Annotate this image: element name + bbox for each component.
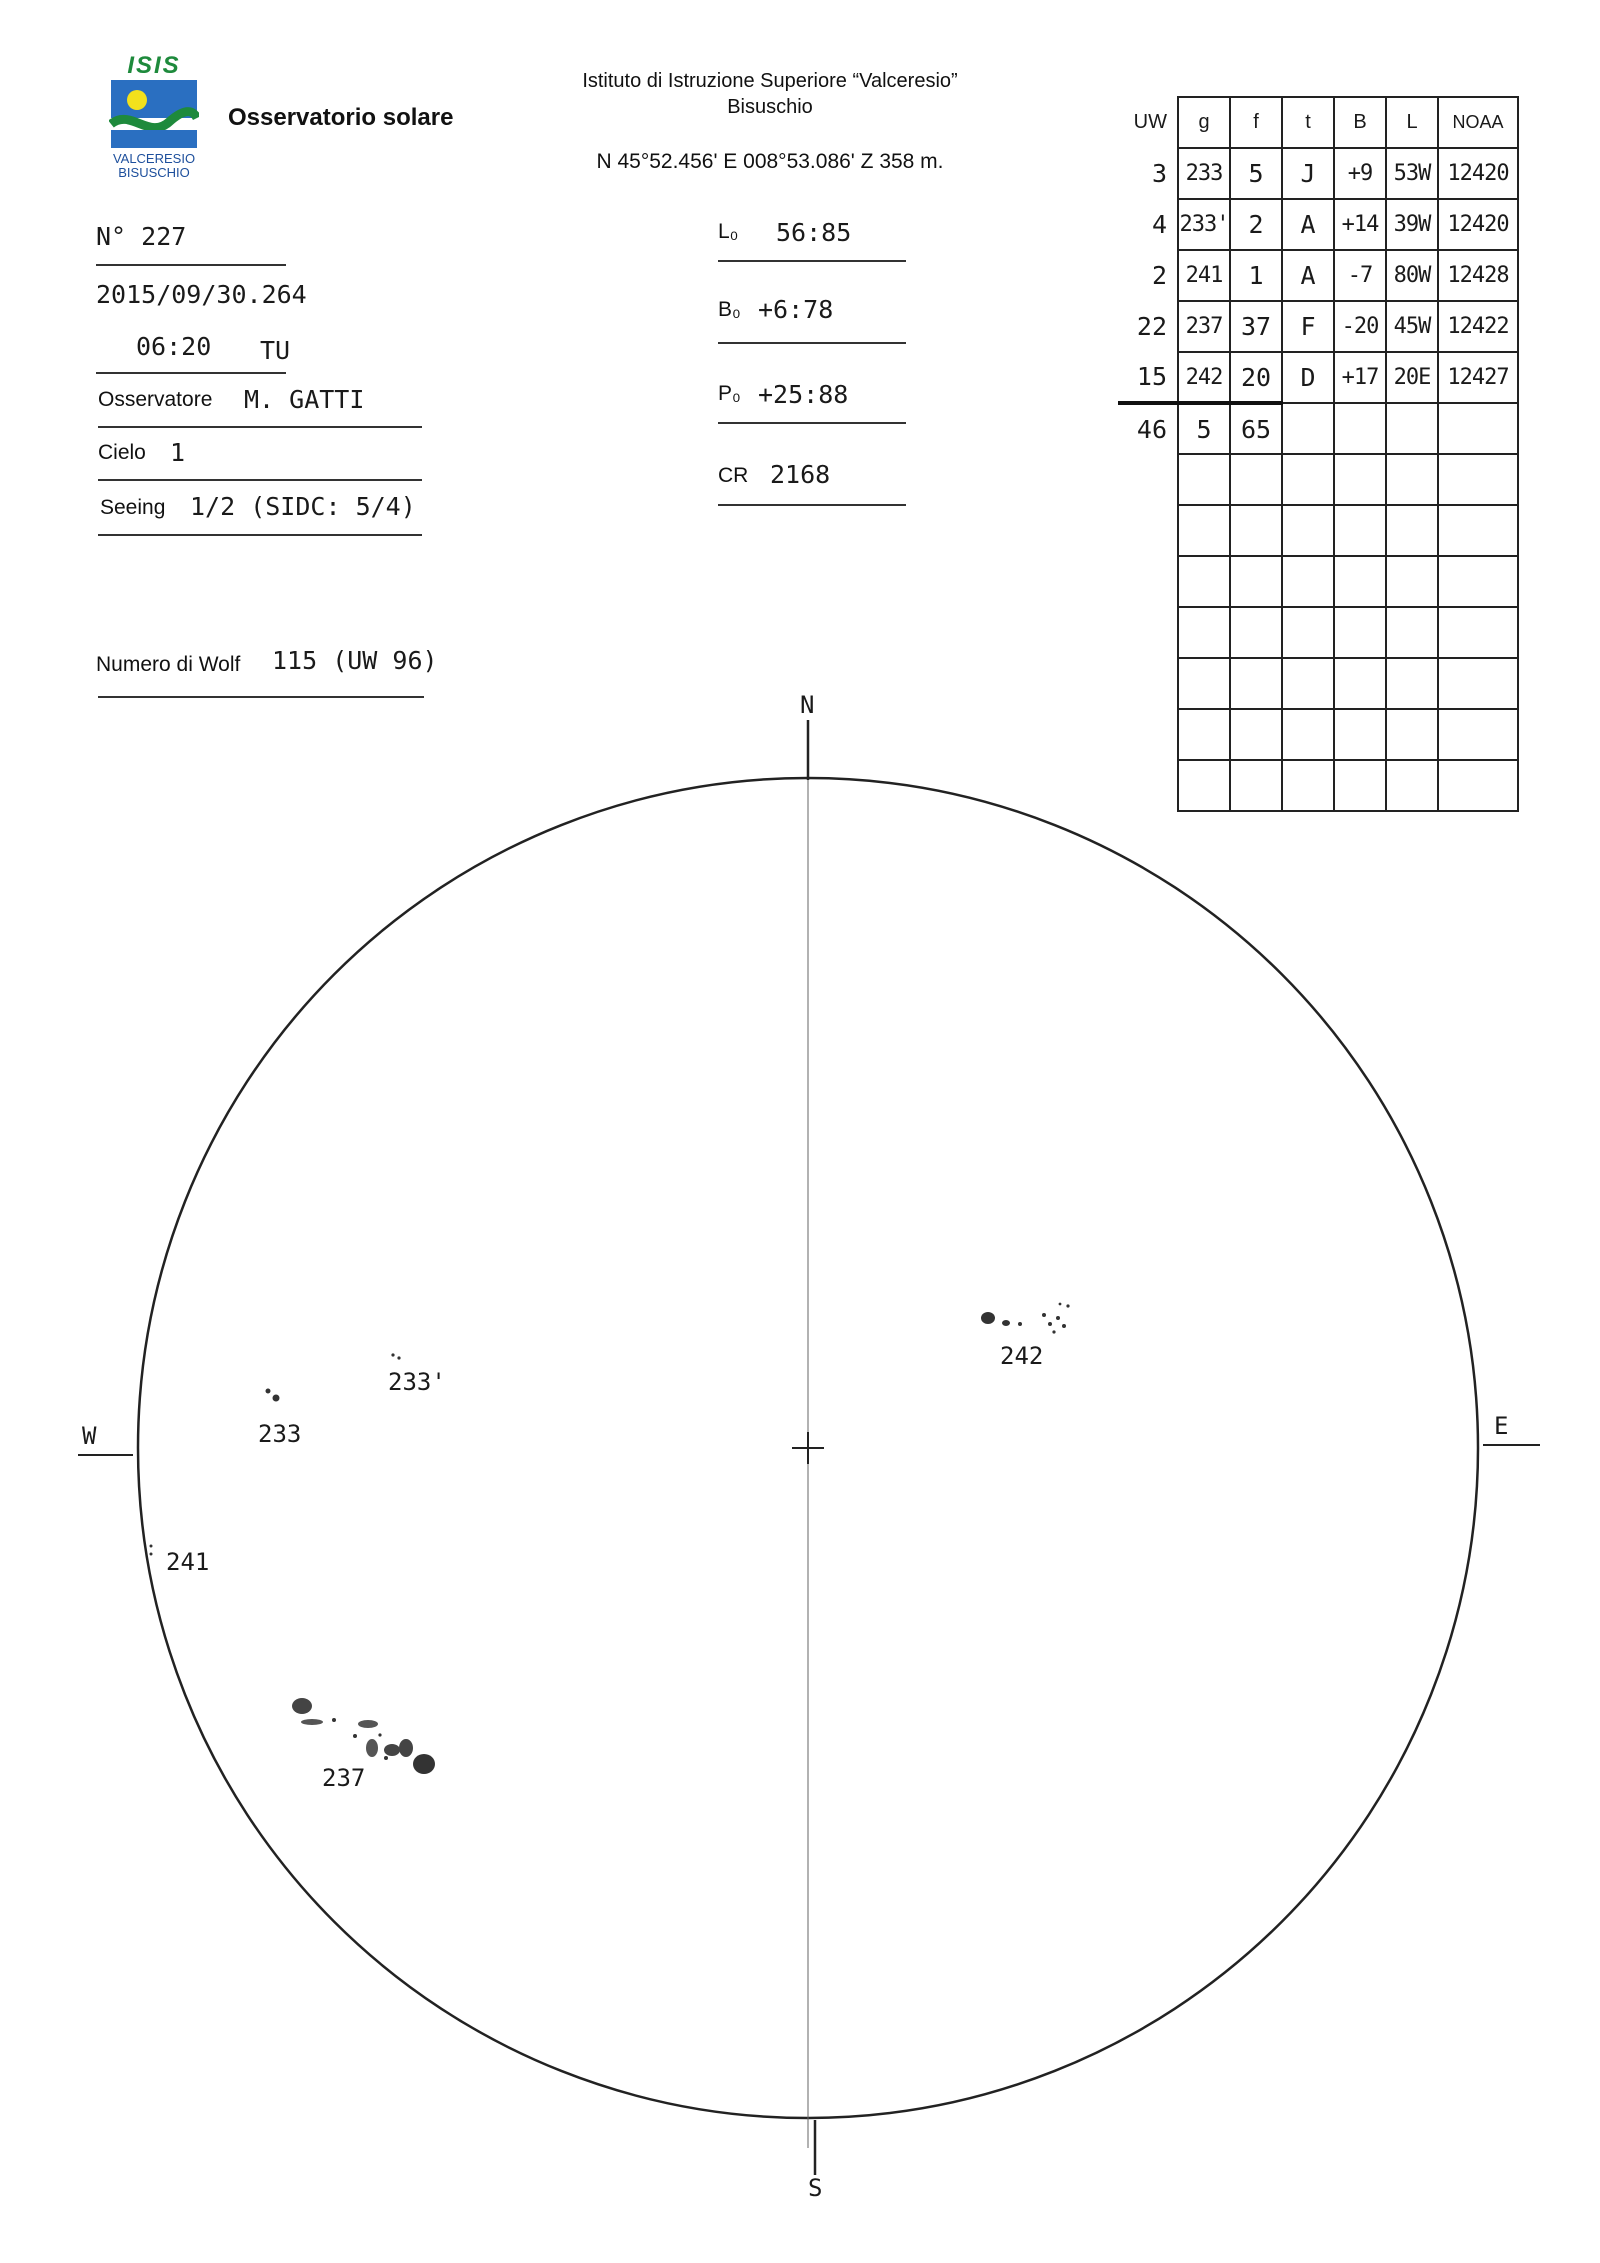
group-label-237: 237: [322, 1764, 366, 1792]
row-uw: 2: [1151, 261, 1167, 290]
north-label: N: [800, 691, 815, 719]
B0-label: B₀: [718, 298, 741, 321]
logo-bottom-text: VALCERESIO BISUSCHIO: [112, 151, 196, 180]
row-f: 20: [1230, 352, 1282, 403]
institute-town: Bisuschio: [727, 96, 813, 118]
row-b: +9: [1334, 148, 1386, 199]
wolf-number: 115 (UW 96): [272, 646, 438, 675]
east-label: E: [1494, 1412, 1509, 1440]
header-b: B: [1334, 97, 1386, 148]
south-label: S: [808, 2174, 823, 2202]
sunspot: [1062, 1324, 1066, 1328]
sunspot: [391, 1353, 394, 1356]
row-uw: 15: [1136, 362, 1167, 391]
spot-group-237: [292, 1698, 435, 1774]
observation-time: 06:20: [136, 332, 212, 361]
sunspot: [384, 1744, 400, 1756]
row-l: 39W: [1386, 199, 1438, 250]
B0-value: +6:78: [758, 295, 834, 324]
total-f: 65: [1230, 403, 1282, 454]
row-b: -7: [1334, 250, 1386, 301]
observatory-title: Osservatorio solare: [228, 104, 454, 131]
observer-name: M. GATTI: [244, 385, 365, 414]
sunspot: [384, 1756, 388, 1760]
row-b: -20: [1334, 301, 1386, 352]
row-t: A: [1282, 199, 1334, 250]
CR-value: 2168: [770, 460, 831, 489]
row-uw: 3: [1151, 159, 1167, 188]
group-label-233-prime: 233': [388, 1368, 446, 1396]
sunspot: [366, 1739, 378, 1757]
row-t: A: [1282, 250, 1334, 301]
row-l: 53W: [1386, 148, 1438, 199]
row-f: 2: [1230, 199, 1282, 250]
L0-value: 56:85: [776, 218, 852, 247]
row-f: 1: [1230, 250, 1282, 301]
sunspot: [1056, 1316, 1060, 1320]
group-label-242: 242: [1000, 1342, 1044, 1370]
sunspot: [353, 1734, 357, 1738]
spot-group-242: [981, 1303, 1070, 1334]
row-g: 233: [1178, 148, 1230, 199]
time-unit: TU: [260, 336, 291, 365]
seeing-value: 1/2 (SIDC: 5/4): [190, 492, 416, 521]
row-noaa: 12422: [1438, 301, 1518, 352]
header-l: L: [1386, 97, 1438, 148]
sunspot: [150, 1545, 153, 1548]
row-g: 233': [1178, 199, 1230, 250]
west-label: W: [82, 1422, 97, 1450]
sunspot: [399, 1739, 413, 1757]
group-label-241: 241: [166, 1548, 210, 1576]
header-f: f: [1230, 97, 1282, 148]
header-t: t: [1282, 97, 1334, 148]
total-g: 5: [1178, 403, 1230, 454]
row-noaa: 12427: [1438, 352, 1518, 403]
row-t: D: [1282, 352, 1334, 403]
sunspot: [150, 1553, 153, 1556]
group-label-233: 233: [258, 1420, 302, 1448]
spot-group-233-prime: [391, 1353, 400, 1359]
row-l: 45W: [1386, 301, 1438, 352]
observer-label: Osservatore: [98, 388, 213, 411]
CR-label: CR: [718, 464, 749, 487]
sunspot: [1066, 1304, 1069, 1307]
row-uw: 4: [1151, 210, 1167, 239]
row-b: +14: [1334, 199, 1386, 250]
total-uw: 46: [1118, 403, 1178, 454]
sunspot: [332, 1718, 336, 1722]
P0-label: P₀: [718, 382, 741, 405]
sunspot: [1048, 1322, 1052, 1326]
row-noaa: 12420: [1438, 199, 1518, 250]
observatory-coordinates: N 45°52.456' E 008°53.086' Z 358 m.: [596, 150, 944, 173]
sunspot: [1052, 1330, 1055, 1333]
sunspot: [397, 1356, 400, 1359]
row-g: 237: [1178, 301, 1230, 352]
sunspot: [1042, 1313, 1046, 1317]
row-b: +17: [1334, 352, 1386, 403]
header-g: g: [1178, 97, 1230, 148]
sunspot: [378, 1733, 381, 1736]
logo-top-text: ISIS: [127, 52, 181, 79]
row-g: 241: [1178, 250, 1230, 301]
row-uw: 22: [1136, 312, 1167, 341]
row-l: 20E: [1386, 352, 1438, 403]
L0-label: L₀: [718, 220, 739, 243]
sunspot: [292, 1698, 312, 1714]
row-t: F: [1282, 301, 1334, 352]
observation-date: 2015/09/30.264: [96, 280, 307, 309]
sky-value: 1: [170, 438, 186, 467]
spot-group-241: [150, 1545, 153, 1556]
row-l: 80W: [1386, 250, 1438, 301]
institute-name: Istituto di Istruzione Superiore “Valceresio”: [582, 70, 958, 92]
row-g: 242: [1178, 352, 1230, 403]
spot-group-233: [266, 1389, 280, 1402]
sunspot: [1002, 1320, 1010, 1326]
header-noaa: NOAA: [1438, 97, 1518, 148]
sunspot: [1059, 1303, 1062, 1306]
sunspot: [266, 1389, 271, 1394]
sky-label: Cielo: [98, 441, 146, 464]
row-f: 37: [1230, 301, 1282, 352]
row-t: J: [1282, 148, 1334, 199]
header-uw: UW: [1133, 111, 1167, 133]
sunspot: [301, 1719, 323, 1725]
row-noaa: 12420: [1438, 148, 1518, 199]
sunspot: [413, 1754, 435, 1774]
row-f: 5: [1230, 148, 1282, 199]
report-number: N° 227: [96, 222, 187, 251]
seeing-label: Seeing: [100, 496, 166, 519]
wolf-label: Numero di Wolf: [96, 653, 241, 676]
row-noaa: 12428: [1438, 250, 1518, 301]
P0-value: +25:88: [758, 380, 849, 409]
sunspot: [981, 1312, 995, 1324]
sunspot: [358, 1720, 378, 1728]
sunspot: [1018, 1322, 1022, 1326]
sunspot: [273, 1395, 280, 1402]
